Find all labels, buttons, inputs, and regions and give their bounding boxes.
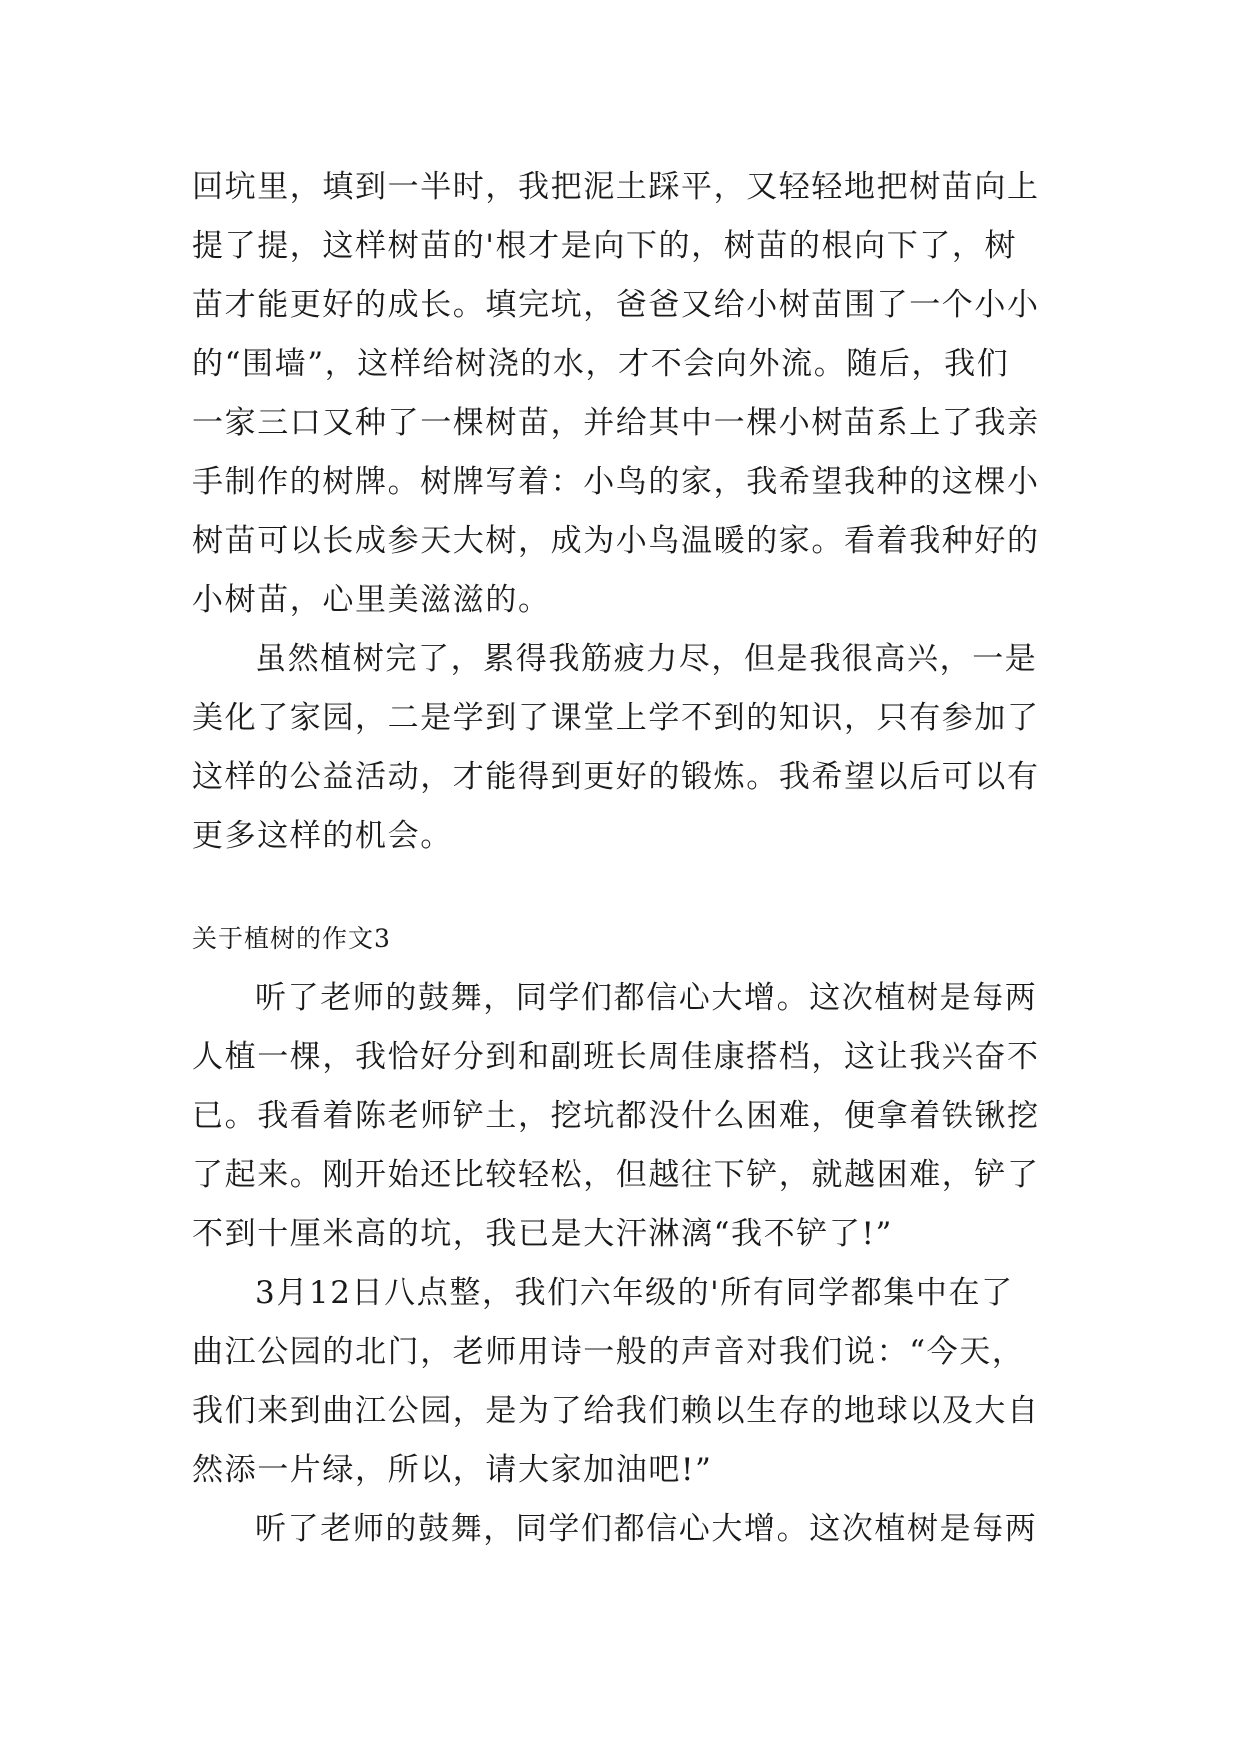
text-line: 了起来。刚开始还比较轻松，但越往下铲，就越困难，铲了 <box>192 1157 1040 1193</box>
section-heading: 关于植树的作文3 <box>192 924 391 953</box>
text-line: 提了提，这样树苗的'根才是向下的，树苗的根向下了，树 <box>192 228 1018 264</box>
text-line: 回坑里，填到一半时，我把泥土踩平，又轻轻地把树苗向上 <box>192 169 1040 205</box>
text-line: 树苗可以长成参天大树，成为小鸟温暖的家。看着我种好的 <box>192 523 1040 559</box>
text-line: 小树苗，心里美滋滋的。 <box>192 582 551 618</box>
text-line: 一家三口又种了一棵树苗，并给其中一棵小树苗系上了我亲 <box>192 405 1040 441</box>
paragraph-first-line: 听了老师的鼓舞，同学们都信心大增。这次植树是每两 <box>255 1511 1038 1547</box>
text-line: 这样的公益活动，才能得到更好的锻炼。我希望以后可以有 <box>192 759 1040 795</box>
text-line: 我们来到曲江公园，是为了给我们赖以生存的地球以及大自 <box>192 1393 1040 1429</box>
paragraph-first-line: 3月12日八点整，我们六年级的'所有同学都集中在了 <box>255 1275 1014 1311</box>
paragraph-first-line: 听了老师的鼓舞，同学们都信心大增。这次植树是每两 <box>255 980 1038 1016</box>
text-line: 曲江公园的北门，老师用诗一般的声音对我们说：“今天， <box>192 1334 1025 1370</box>
text-line: 已。我看着陈老师铲土，挖坑都没什么困难，便拿着铁锹挖 <box>192 1098 1040 1134</box>
text-line: 苗才能更好的成长。填完坑，爸爸又给小树苗围了一个小小 <box>192 287 1040 323</box>
paragraph-first-line: 虽然植树完了，累得我筋疲力尽，但是我很高兴，一是 <box>255 641 1038 677</box>
text-line: 然添一片绿，所以，请大家加油吧!” <box>192 1452 713 1488</box>
text-line: 人植一棵，我恰好分到和副班长周佳康搭档，这让我兴奋不 <box>192 1039 1040 1075</box>
text-line: 不到十厘米高的坑，我已是大汗淋漓“我不铲了!” <box>192 1216 893 1252</box>
text-line: 的“围墙”，这样给树浇的水，才不会向外流。随后，我们 <box>192 346 1010 382</box>
text-line: 更多这样的机会。 <box>192 818 453 854</box>
text-line: 手制作的树牌。树牌写着：小鸟的家，我希望我种的这棵小 <box>192 464 1040 500</box>
text-line: 美化了家园，二是学到了课堂上学不到的知识，只有参加了 <box>192 700 1040 736</box>
